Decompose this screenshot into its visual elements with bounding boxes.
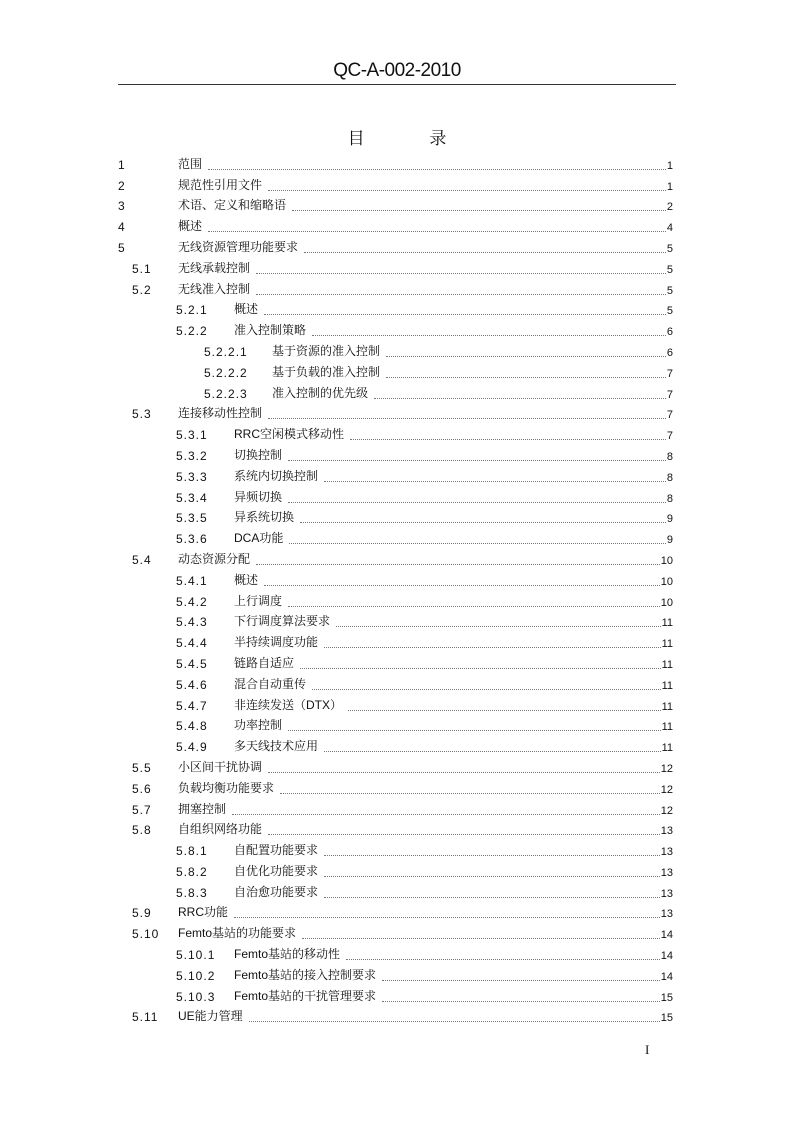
toc-entry-number: 5.4.7 [176,698,208,713]
toc-entry-title: 半持续调度功能 [234,635,319,650]
toc-entry-page: 12 [660,762,673,775]
toc-dot-leader [300,668,661,669]
toc-entry-page: 8 [666,492,673,505]
toc-entry[interactable] [118,612,673,633]
toc-entry[interactable] [118,861,673,882]
toc-dot-leader [324,897,660,898]
toc-dot-leader [312,335,666,336]
toc-entry-number: 5.9 [132,906,152,921]
toc-entry-title: 规范性引用文件 [178,177,263,192]
toc-entry-title: 概述 [234,572,259,587]
toc-entry[interactable] [118,632,673,653]
toc-entry[interactable] [118,1007,673,1028]
toc-entry[interactable] [118,487,673,508]
toc-entry-page: 5 [666,284,673,297]
toc-entry-number: 3 [118,199,126,214]
toc-entry-number: 5.4.1 [176,573,208,588]
toc-entry-number: 2 [118,178,126,193]
toc-entry-number: 5.3.3 [176,469,208,484]
toc-entry[interactable] [118,716,673,737]
toc-entry-page: 11 [661,638,673,651]
toc-entry-title: 自配置功能要求 [234,843,319,858]
toc-entry[interactable] [118,258,673,279]
toc-entry-page: 7 [666,430,673,443]
toc-entry[interactable] [118,923,673,944]
toc-entry-page: 1 [666,180,673,193]
toc-entry-title: 拥塞控制 [178,801,227,816]
toc-entry-number: 5.10.3 [176,989,216,1004]
toc-entry-page: 11 [661,658,673,671]
toc-dot-leader [324,876,660,877]
toc-entry-page: 4 [666,222,673,235]
toc-entry-page: 1 [666,159,673,172]
toc-entry[interactable] [118,965,673,986]
toc-entry[interactable] [118,508,673,529]
toc-entry-number: 5 [118,240,126,255]
toc-dot-leader [256,564,660,565]
toc-dot-leader [264,585,660,586]
toc-entry-title: Femto基站的移动性 [234,947,341,962]
toc-entry-number: 5.2.2.2 [204,365,248,380]
toc-entry[interactable] [118,341,673,362]
toc-dot-leader [208,169,666,170]
toc-entry-number: 5.4.3 [176,615,208,630]
toc-entry[interactable] [118,279,673,300]
toc-entry-number: 5.6 [132,781,152,796]
toc-dot-leader [324,751,661,752]
toc-entry-number: 5.2 [132,282,152,297]
toc-entry-page: 6 [666,346,673,359]
toc-entry-title: 功率控制 [234,718,283,733]
toc-entry[interactable] [118,404,673,425]
toc-entry-page: 12 [660,804,673,817]
toc-entry[interactable] [118,778,673,799]
toc-entry-title: 无线承载控制 [178,260,251,275]
toc-entry-page: 13 [660,887,673,900]
toc-entry-title: 链路自适应 [234,655,295,670]
toc-entry-page: 7 [666,409,673,422]
toc-dot-leader [348,710,661,711]
toc-entry-title: 无线资源管理功能要求 [178,239,299,254]
toc-entry-title: Femto基站的接入控制要求 [234,967,377,982]
toc-entry-number: 5.4.9 [176,740,208,755]
toc-entry-title: 自优化功能要求 [234,863,319,878]
toc-entry-page: 6 [666,326,673,339]
toc-entry-title: 小区间干扰协调 [178,759,263,774]
toc-entry-page: 10 [660,596,673,609]
toc-entry-title: RRC功能 [178,905,228,920]
toc-entry[interactable] [118,154,673,175]
toc-dot-leader [350,439,666,440]
toc-entry-page: 15 [660,1012,673,1025]
toc-entry-page: 5 [666,242,673,255]
toc-entry[interactable] [118,362,673,383]
toc-entry-number: 5.11 [132,1010,159,1025]
toc-entry-title: RRC空闲模式移动性 [234,427,344,442]
toc-entry[interactable] [118,528,673,549]
toc-dot-leader [256,273,666,274]
toc-dot-leader [288,460,666,461]
toc-entry[interactable] [118,799,673,820]
toc-dot-leader [312,689,661,690]
toc-entry-page: 13 [660,825,673,838]
toc-entry-page: 9 [666,534,673,547]
toc-entry-page: 5 [666,263,673,276]
toc-dot-leader [234,917,660,918]
toc-entry-number: 5.4.5 [176,656,208,671]
toc-entry-page: 13 [660,846,673,859]
toc-entry-title: 自治愈功能要求 [234,884,319,899]
toc-entry[interactable] [118,695,673,716]
toc-entry-page: 7 [666,388,673,401]
toc-entry[interactable] [118,549,673,570]
toc-dot-leader [374,398,666,399]
toc-entry-page: 14 [660,929,673,942]
toc-entry-number: 4 [118,220,126,235]
toc-entry-page: 14 [660,970,673,983]
toc-entry-title: 准入控制策略 [234,323,307,338]
toc-entry[interactable] [118,757,673,778]
toc-entry-number: 5.8.2 [176,864,208,879]
toc-dot-leader [300,522,666,523]
toc-entry-page: 14 [660,950,673,963]
toc-entry-number: 5.10 [132,927,160,942]
toc-entry[interactable] [118,445,673,466]
toc-entry-number: 5.2.2.3 [204,386,248,401]
toc-entry-title: 范围 [178,156,203,171]
toc-entry-page: 11 [661,617,673,630]
toc-entry[interactable] [118,196,673,217]
toc-dot-leader [346,959,660,960]
toc-entry[interactable] [118,986,673,1007]
toc-dot-leader [268,834,660,835]
toc-entry-title: 概述 [178,219,203,234]
toc-dot-leader [292,210,666,211]
toc-entry-page: 13 [660,866,673,879]
toc-entry-title: 混合自动重传 [234,676,307,691]
toc-dot-leader [302,938,660,939]
toc-dot-leader [382,980,660,981]
toc-entry[interactable] [118,820,673,841]
toc-entry-title: Femto基站的干扰管理要求 [234,988,377,1003]
toc-entry-title: 异频切换 [234,489,283,504]
toc-entry-title: 自组织网络功能 [178,822,263,837]
toc-dot-leader [382,1001,660,1002]
toc-entry-title: 动态资源分配 [178,551,251,566]
toc-entry-title: 异系统切换 [234,510,295,525]
toc-entry[interactable] [118,424,673,445]
toc-dot-leader [288,606,660,607]
toc-entry-number: 5.10.1 [176,948,216,963]
toc-entry-page: 7 [666,367,673,380]
toc-entry-page: 5 [666,305,673,318]
toc-entry-number: 5.2.2.1 [204,344,248,359]
toc-dot-leader [264,314,666,315]
toc-entry-page: 10 [660,554,673,567]
toc-dot-leader [288,502,666,503]
toc-entry-title: 多天线技术应用 [234,739,319,754]
toc-entry-page: 11 [661,679,673,692]
toc-entry-title: DCA功能 [234,531,284,546]
toc-entry[interactable] [118,840,673,861]
toc-entry-page: 10 [660,575,673,588]
toc-dot-leader [268,772,660,773]
toc-entry-number: 5.4.4 [176,636,208,651]
toc-entry-title: Femto基站的功能要求 [178,926,297,941]
toc-entry-page: 13 [660,908,673,921]
toc-entry-title: 基于负载的准入控制 [272,364,381,379]
toc-entry-title: 准入控制的优先级 [272,385,369,400]
toc-entry-title: 负载均衡功能要求 [178,780,275,795]
toc-entry-page: 12 [660,783,673,796]
toc-entry[interactable] [118,736,673,757]
toc-dot-leader [208,231,666,232]
toc-dot-leader [249,1021,660,1022]
toc-dot-leader [336,626,661,627]
toc-dot-leader [324,481,666,482]
toc-dot-leader [304,252,666,253]
toc-entry[interactable] [118,216,673,237]
toc-entry-number: 5.3 [132,407,152,422]
toc-entry-title: 切换控制 [234,447,283,462]
toc-entry[interactable] [118,175,673,196]
toc-entry-title: 无线准入控制 [178,281,251,296]
toc-entry-number: 5.3.1 [176,428,208,443]
toc-entry-title: 连接移动性控制 [178,406,263,421]
toc-entry[interactable] [118,383,673,404]
toc-entry[interactable] [118,300,673,321]
toc-dot-leader [324,647,661,648]
toc-dot-leader [324,855,660,856]
toc-entry-page: 15 [660,991,673,1004]
toc-entry-title: 概述 [234,302,259,317]
toc-entry[interactable] [118,320,673,341]
toc-dot-leader [386,356,666,357]
toc-entry-number: 5.4.2 [176,594,208,609]
toc-dot-leader [256,294,666,295]
toc-dot-leader [280,793,660,794]
toc-entry-number: 5.4.8 [176,719,208,734]
header-rule [118,84,676,85]
toc-entry-title: 基于资源的准入控制 [272,343,381,358]
toc-entry-page: 8 [666,471,673,484]
toc-entry[interactable] [118,466,673,487]
toc-entry[interactable] [118,903,673,924]
toc-entry-number: 5.4 [132,552,152,567]
toc-entry-page: 2 [666,201,673,214]
toc-entry[interactable] [118,237,673,258]
toc-dot-leader [289,543,666,544]
toc-entry-title: 下行调度算法要求 [234,614,331,629]
toc-entry[interactable] [118,674,673,695]
toc-entry-number: 5.8.1 [176,844,208,859]
toc-entry-page: 11 [661,742,673,755]
toc-entry[interactable] [118,944,673,965]
toc-entry-number: 5.3.6 [176,532,208,547]
toc-entry-number: 5.7 [132,802,152,817]
toc-entry-title: 上行调度 [234,593,283,608]
toc-entry-number: 5.8.3 [176,885,208,900]
toc-dot-leader [232,814,660,815]
table-of-contents [118,154,673,1027]
toc-entry-title: UE能力管理 [178,1009,243,1024]
toc-entry-title: 系统内切换控制 [234,468,319,483]
toc-entry-number: 5.10.2 [176,968,216,983]
toc-entry[interactable] [118,653,673,674]
toc-entry-number: 5.3.5 [176,511,208,526]
toc-entry-number: 5.8 [132,823,152,838]
toc-dot-leader [268,418,666,419]
page-number: I [645,1042,650,1057]
toc-entry-title: 术语、定义和缩略语 [178,198,287,213]
toc-entry-page: 8 [666,450,673,463]
document-code: QC-A-002-2010 [333,60,461,81]
toc-entry-number: 5.3.4 [176,490,208,505]
toc-entry-page: 11 [661,700,673,713]
toc-entry-title: 非连续发送（DTX） [234,697,343,712]
toc-dot-leader [268,190,666,191]
toc-entry-number: 5.2.1 [176,303,208,318]
toc-entry-number: 5.1 [132,261,152,276]
toc-dot-leader [288,730,661,731]
toc-title: 目 录 [347,129,447,148]
toc-entry[interactable] [118,591,673,612]
toc-dot-leader [386,377,666,378]
toc-entry-number: 1 [118,157,126,172]
toc-entry[interactable] [118,570,673,591]
toc-entry-page: 9 [666,513,673,526]
toc-entry-number: 5.4.6 [176,677,208,692]
toc-entry-number: 5.2.2 [176,324,208,339]
toc-entry-page: 11 [661,721,673,734]
toc-entry-number: 5.3.2 [176,448,208,463]
toc-entry[interactable] [118,882,673,903]
toc-entry-number: 5.5 [132,760,152,775]
